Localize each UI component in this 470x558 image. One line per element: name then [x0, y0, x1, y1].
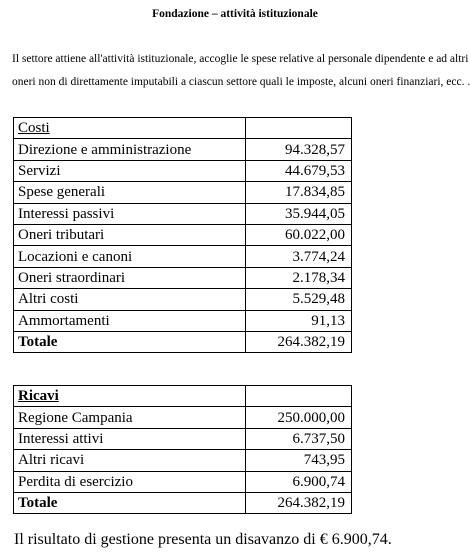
costs-total-row: [14, 331, 352, 352]
cost-value: 17.834,85: [246, 182, 352, 203]
revenue-value: 743,95: [246, 450, 352, 471]
page-title: Fondazione – attività istituzionale: [152, 8, 318, 20]
revenue-label: Regione Campania: [14, 407, 246, 428]
revenues-heading-row: [14, 386, 352, 407]
cost-label: Ammortamenti: [14, 310, 246, 331]
cost-value: 44.679,53: [246, 160, 352, 181]
cost-value: 94.328,57: [246, 139, 352, 160]
costs-heading-value: [246, 118, 352, 139]
intro-paragraph: [12, 48, 470, 94]
cost-label: Direzione e amministrazione: [14, 139, 246, 160]
revenues-total-row: [14, 492, 352, 513]
table-row: [14, 246, 352, 267]
table-row: [14, 160, 352, 181]
cost-value: 60.022,00: [246, 224, 352, 245]
cost-label: Interessi passivi: [14, 203, 246, 224]
cost-label: Oneri tributari: [14, 224, 246, 245]
table-row: [14, 471, 352, 492]
costs-heading: Costi: [14, 118, 246, 139]
cost-label: Servizi: [14, 160, 246, 181]
table-row: [14, 182, 352, 203]
costs-heading-row: [14, 118, 352, 139]
table-row: [14, 267, 352, 288]
table-row: [14, 289, 352, 310]
cost-value: 91,13: [246, 310, 352, 331]
intro-line: Il settore attiene all'attività istituzionale, accoglie le spese relative al personale dipendente e ad altri: [12, 53, 469, 65]
revenue-label: Interessi attivi: [14, 428, 246, 449]
revenue-label: Perdita di esercizio: [14, 471, 246, 492]
revenue-value: 6.900,74: [246, 471, 352, 492]
table-row: [14, 139, 352, 160]
table-row: [14, 407, 352, 428]
cost-label: Locazioni e canoni: [14, 246, 246, 267]
revenue-value: 6.737,50: [246, 428, 352, 449]
cost-label: Spese generali: [14, 182, 246, 203]
cost-value: 5.529,48: [246, 289, 352, 310]
revenues-total-label: Totale: [14, 492, 246, 513]
table-row: [14, 428, 352, 449]
revenue-label: Altri ricavi: [14, 450, 246, 471]
cost-label: Altri costi: [14, 289, 246, 310]
result-summary: Il risultato di gestione presenta un disavanzo di € 6.900,74.: [14, 531, 392, 548]
table-row: [14, 224, 352, 245]
costs-total-label: Totale: [14, 331, 246, 352]
cost-value: 3.774,24: [246, 246, 352, 267]
revenue-value: 250.000,00: [246, 407, 352, 428]
table-row: [14, 203, 352, 224]
costs-table: [13, 117, 352, 353]
revenues-heading: Ricavi: [14, 386, 246, 407]
revenues-total-value: 264.382,19: [246, 492, 352, 513]
revenues-table: [13, 385, 352, 514]
cost-label: Oneri straordinari: [14, 267, 246, 288]
table-row: [14, 310, 352, 331]
costs-total-value: 264.382,19: [246, 331, 352, 352]
intro-line: oneri non di direttamente imputabili a ciascun settore quali le imposte, alcuni oneri finanziari, ecc. .: [12, 76, 470, 88]
revenues-heading-value: [246, 386, 352, 407]
cost-value: 2.178,34: [246, 267, 352, 288]
cost-value: 35.944,05: [246, 203, 352, 224]
table-row: [14, 450, 352, 471]
